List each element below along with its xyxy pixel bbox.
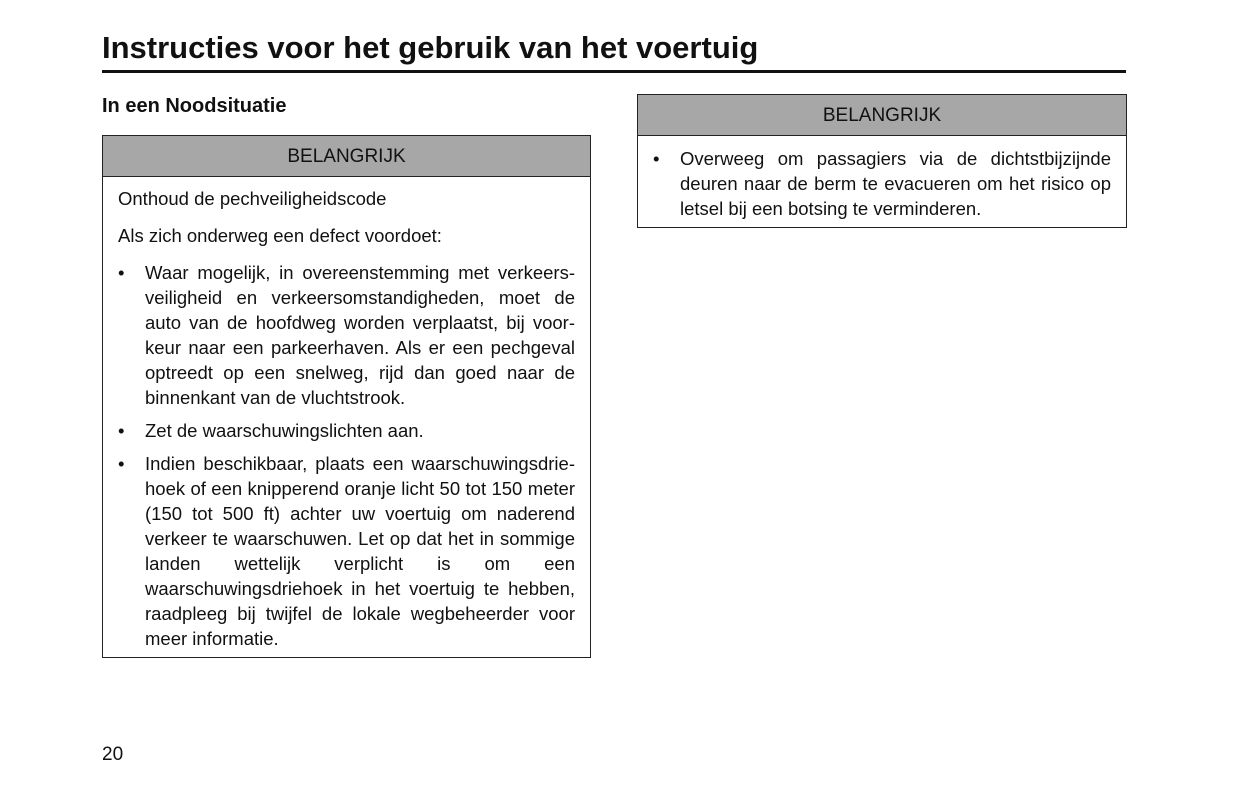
list-item-text: Zet de waarschuwingslichten aan.: [145, 420, 424, 441]
important-box-body: [638, 136, 1126, 221]
list-item: [118, 260, 575, 410]
important-box-header: BELANGRIJK: [638, 95, 1126, 136]
bullet-icon: •: [653, 148, 660, 169]
list-item: [118, 418, 575, 443]
important-box-body: [103, 177, 590, 651]
page-number: 20: [102, 744, 124, 765]
important-box-left: [102, 135, 591, 658]
bullet-list: [118, 260, 575, 651]
section-heading: In een Noodsituatie: [102, 95, 287, 117]
paragraph: Onthoud de pechveiligheidscode: [118, 188, 387, 209]
paragraph: Als zich onderweg een defect voordoet:: [118, 225, 442, 246]
list-item: [653, 146, 1111, 221]
list-item: [118, 451, 575, 651]
list-item-text: Indien beschikbaar, plaats een waarschuwingsdriehoek of een knipperend oranje licht 50 tot 150 meter (150 tot 500 ft) achter uw voertuig om naderend verkeer te waarschuwen. Let op dat het in sommige landen wettelijk verplicht is om een waarschuwingsdriehoek in het voertuig te hebben, raadpleeg bij twijfel de lokale wegbeheerder voor meer informatie.: [145, 453, 575, 649]
bullet-icon: •: [118, 420, 125, 441]
bullet-list: [653, 146, 1111, 221]
page-title: Instructies voor het gebruik van het voertuig: [102, 26, 1126, 73]
bullet-icon: •: [118, 262, 125, 283]
list-item-text: Waar mogelijk, in overeenstemming met verkeersveiligheid en verkeersomstandigheden, moet de auto van de hoofdweg worden verplaatst, bij voorkeur naar een parkeerhaven. Als er een pechgeval optreedt op een snelweg, rijd dan goed naar de binnenkant van de vluchtstrook.: [145, 262, 575, 408]
bullet-icon: •: [118, 453, 125, 474]
list-item-text: Overweeg om passagiers via de dichtstbijzijnde deuren naar de berm te evacueren om het risico op letsel bij een botsing te verminderen.: [680, 148, 1111, 219]
important-box-right: [637, 94, 1127, 228]
important-box-header: BELANGRIJK: [103, 136, 590, 177]
